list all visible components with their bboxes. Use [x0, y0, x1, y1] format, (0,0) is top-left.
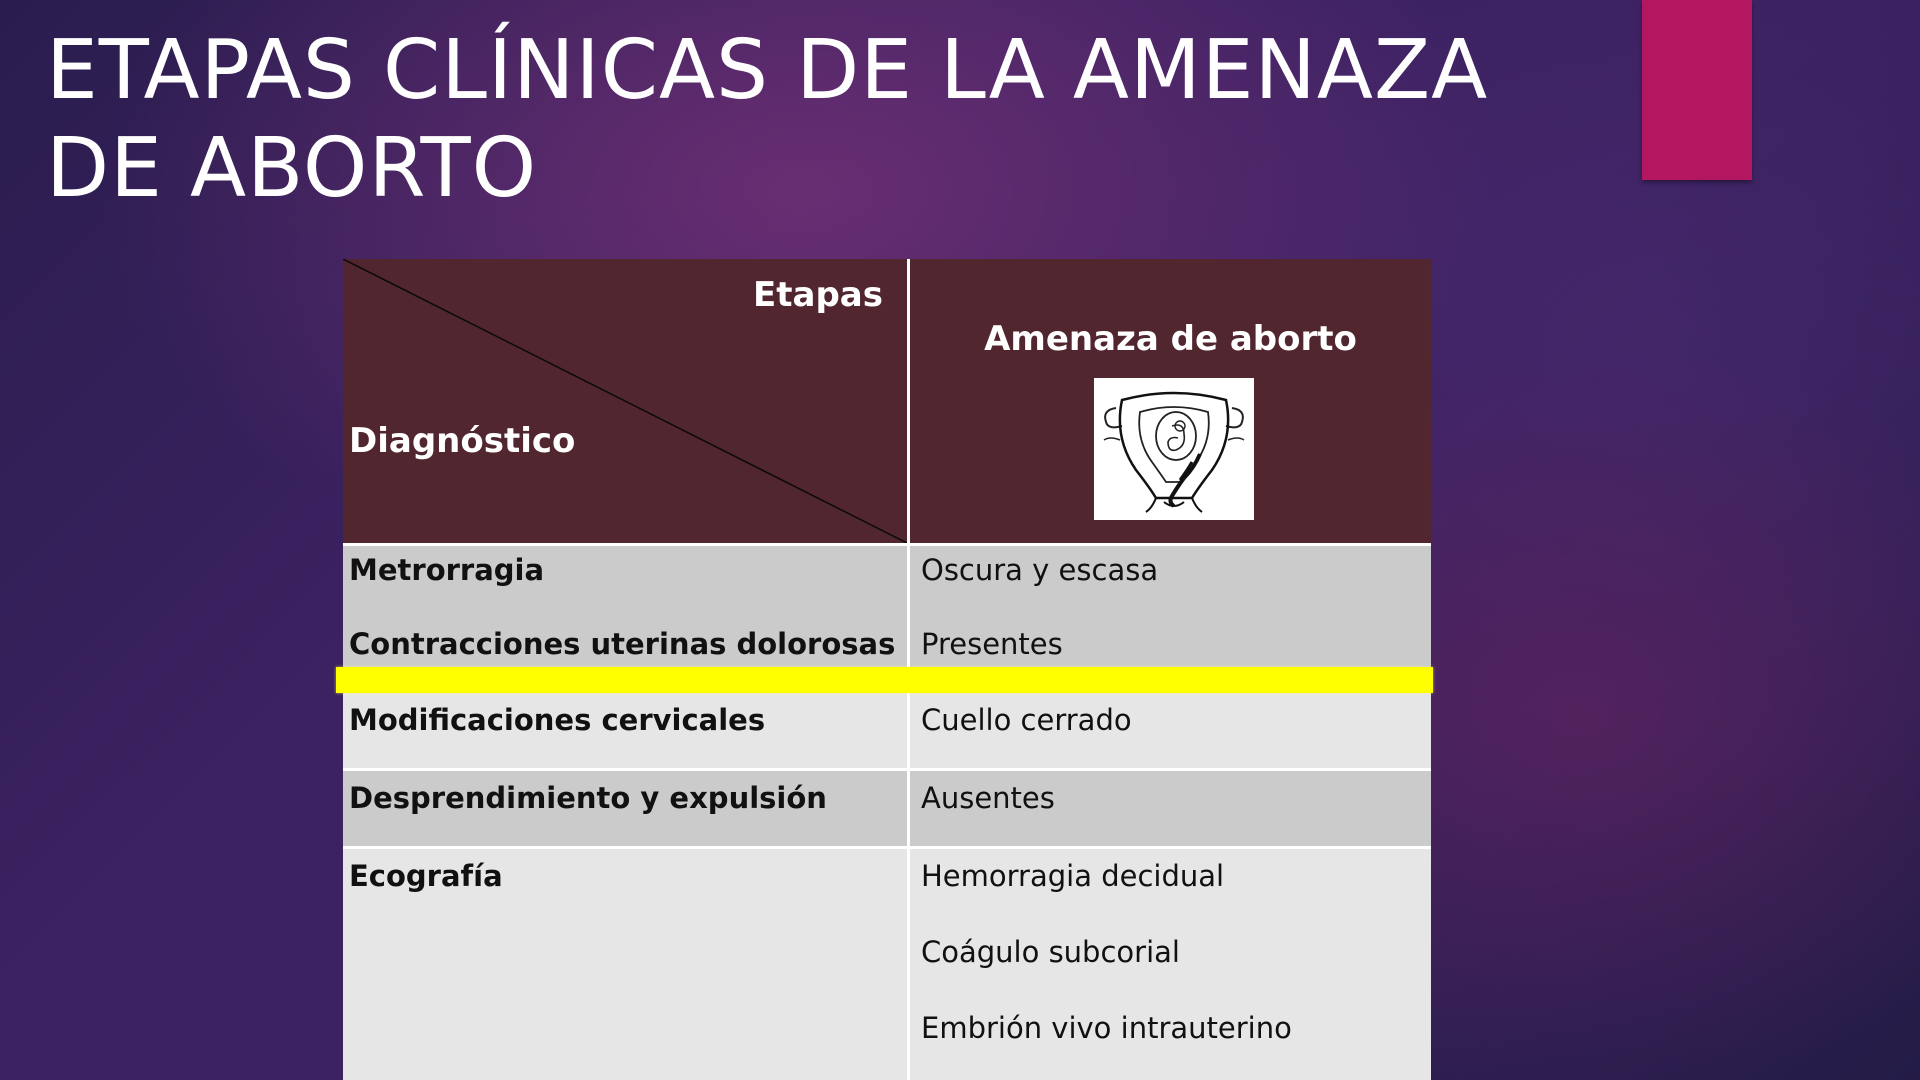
table-row [343, 849, 1431, 1080]
header-corner-cell [343, 259, 907, 543]
row-divider [343, 768, 1431, 771]
row-value-metrorragia: Oscura y escasa [921, 553, 1159, 587]
row-value-modificaciones: Cuello cerrado [921, 703, 1132, 737]
uterus-illustration [1094, 378, 1254, 520]
row-label-contracciones: Contracciones uterinas dolorosas [349, 627, 896, 661]
table-row [343, 693, 1431, 768]
row-label-desprendimiento: Desprendimiento y expulsión [349, 781, 827, 815]
row-divider [343, 846, 1431, 849]
header-stages-label: Etapas [753, 275, 883, 315]
table-row [343, 771, 1431, 846]
table-header [343, 259, 1431, 543]
row-label-modificaciones: Modificaciones cervicales [349, 703, 766, 737]
uterus-threatened-abortion-icon [1094, 378, 1254, 520]
slide-title-line-1: ETAPAS CLÍNICAS DE LA AMENAZA [46, 23, 1489, 118]
slide-title-line-2: DE ABORTO [46, 121, 538, 216]
row-value-ecografia-2: Coágulo subcorial [921, 935, 1180, 969]
highlight-bar [336, 667, 1433, 693]
header-column-title: Amenaza de aborto [984, 319, 1357, 359]
header-diagnosis-label: Diagnóstico [349, 421, 576, 461]
header-column-cell [910, 259, 1431, 543]
row-label-ecografia: Ecografía [349, 859, 503, 893]
row-divider [343, 543, 1431, 546]
slide-title [46, 22, 1506, 218]
row-label-metrorragia: Metrorragia [349, 553, 545, 587]
row-value-contracciones: Presentes [921, 627, 1063, 661]
row-value-ecografia-3: Embrión vivo intrauterino [921, 1011, 1292, 1045]
accent-bar [1642, 0, 1752, 180]
row-value-desprendimiento: Ausentes [921, 781, 1055, 815]
row-value-ecografia-1: Hemorragia decidual [921, 859, 1225, 893]
table-row [343, 543, 1431, 675]
